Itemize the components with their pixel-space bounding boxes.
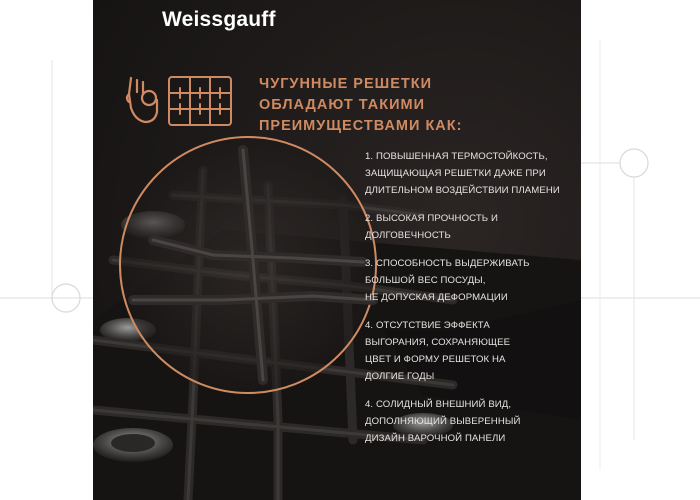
- product-banner: [93, 0, 581, 500]
- benefit-line: ДОПОЛНЯЮЩИЙ ВЫВЕРЕННЫЙ: [365, 416, 521, 427]
- benefit-line: ДОЛГОВЕЧНОСТЬ: [365, 230, 451, 241]
- grate-icon: [166, 74, 234, 128]
- benefit-line: ДЛИТЕЛЬНОМ ВОЗДЕЙСТВИИ ПЛАМЕНИ: [365, 185, 560, 196]
- benefit-line: 4. ОТСУТСТВИЕ ЭФФЕКТА: [365, 320, 490, 331]
- heading-line: ОБЛАДАЮТ ТАКИМИ: [259, 97, 425, 113]
- benefit-line: ЦВЕТ И ФОРМУ РЕШЕТОК НА: [365, 354, 506, 365]
- benefit-item: [365, 210, 570, 244]
- benefit-line: 3. СПОСОБНОСТЬ ВЫДЕРЖИВАТЬ: [365, 258, 530, 269]
- benefit-line: ДИЗАЙН ВАРОЧНОЙ ПАНЕЛИ: [365, 433, 506, 444]
- benefit-line: ЗАЩИЩАЮЩАЯ РЕШЕТКИ ДАЖЕ ПРИ: [365, 168, 546, 179]
- benefit-line: 1. ПОВЫШЕННАЯ ТЕРМОСТОЙКОСТЬ,: [365, 151, 548, 162]
- heading-line: ПРЕИМУЩЕСТВАМИ КАК:: [259, 118, 463, 134]
- section-heading: [259, 74, 559, 137]
- benefit-item: [365, 255, 570, 306]
- brand-logo: Weissgauff: [162, 8, 276, 31]
- benefit-line: ВЫГОРАНИЯ, СОХРАНЯЮЩЕЕ: [365, 337, 511, 348]
- benefit-line: НЕ ДОПУСКАЯ ДЕФОРМАЦИИ: [365, 292, 508, 303]
- benefit-item: [365, 396, 570, 447]
- watermark-circle-right: [620, 149, 648, 177]
- benefit-item: [365, 317, 570, 385]
- benefit-line: 4. СОЛИДНЫЙ ВНЕШНИЙ ВИД,: [365, 399, 512, 410]
- benefit-line: БОЛЬШОЙ ВЕС ПОСУДЫ,: [365, 275, 486, 286]
- heading-line: ЧУГУННЫЕ РЕШЕТКИ: [259, 76, 433, 92]
- benefits-list: [365, 148, 570, 458]
- benefit-line: 2. ВЫСОКАЯ ПРОЧНОСТЬ И: [365, 213, 498, 224]
- benefit-item: [365, 148, 570, 199]
- benefit-line: ДОЛГИЕ ГОДЫ: [365, 371, 435, 382]
- ok-hand-icon: [123, 74, 161, 126]
